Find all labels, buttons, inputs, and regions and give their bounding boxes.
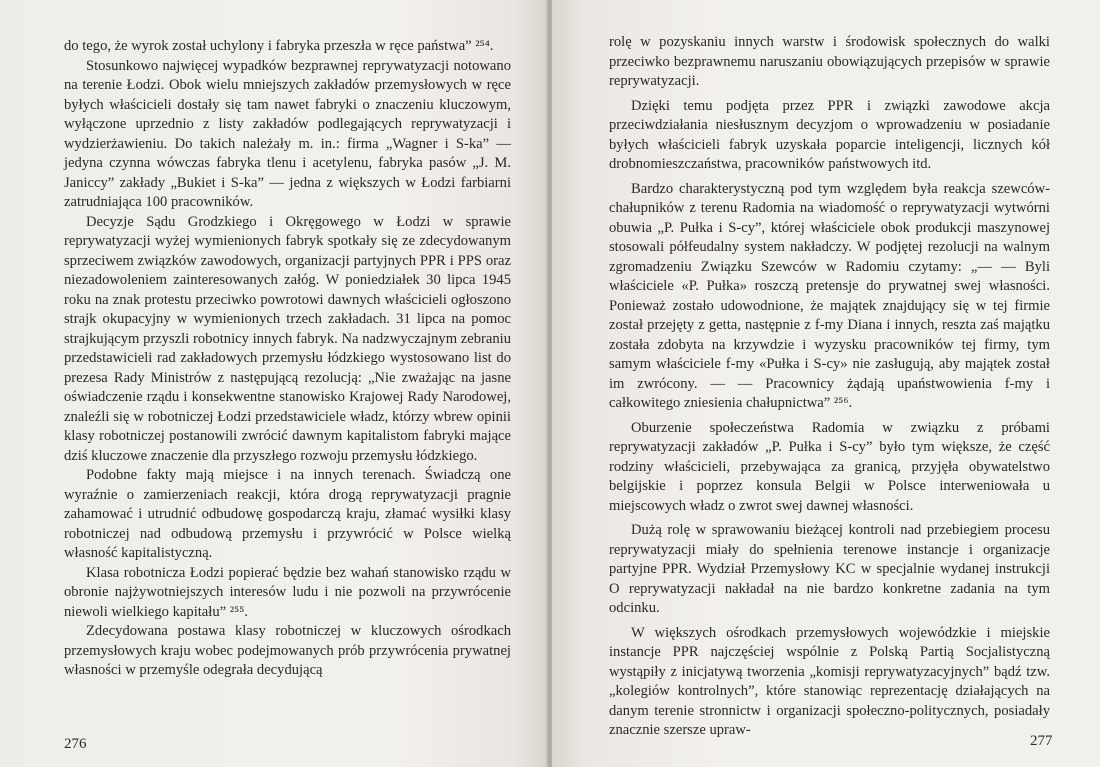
page-number: 276 (64, 736, 87, 752)
paragraph: Oburzenie społeczeństwa Radomia w związku z próbami reprywatyzacji zakładów „P. Pułka i S-cy” było tym większe, że część rodziny właścicieli, przebywająca za granicą, przyjęła obywatelstwo belgijskie i poprzez konsula Belgii w Polsce interweniowała u miejscowych władz o zwrot swej dawnej własności. (609, 419, 1050, 514)
left-page-text (64, 37, 511, 681)
paragraph: Dzięki temu podjęta przez PPR i związki zawodowe akcja przeciwdziałania niesłusznym decyzjom o wprowadzeniu w posiadanie byłych właścicieli fabryk uzyskała poparcie inteligencji, licznych kół drobnomieszczaństwa, pracowników państwowych itd. (609, 97, 1050, 172)
paragraph: Klasa robotnicza Łodzi popierać będzie bez wahań stanowisko rządu w obronie najżywotniejszych interesów ludu i nie pozwoli na przywrócenie niewoli wielkiego kapitału” ²⁵⁵. (64, 564, 511, 620)
paragraph: rolę w pozyskaniu innych warstw i środowisk społecznych do walki przeciwko bezprawnemu naruszaniu obowiązujących przepisów w sprawie reprywatyzacji. (609, 34, 1050, 89)
paragraph: Dużą rolę w sprawowaniu bieżącej kontroli nad przebiegiem procesu reprywatyzacji miały do spełnienia terenowe instancje i organizacje partyjne PPR. Wydział Przemysłowy KC w specjalnie wydanej instrukcji O reprywatyzacji nakładał na nie bardzo konkretne zadania na tym odcinku. (609, 522, 1050, 616)
paragraph: Stosunkowo najwięcej wypadków bezprawnej reprywatyzacji notowano na terenie Łodzi. Obok wielu mniejszych zakładów przemysłowych w ręce byłych właścicieli dostały się tam nawet fabryki o znaczeniu kluczowym, wyłączone uprzednio z listy zakładów podlegających reprywatyzacji i wydzierżawieniu. Do takich należały m. in.: firma „Wagner i S-ka” — jedyna czynna wówczas fabryka tlenu i acetylenu, fabryka pasów „J. M. Janiccy” zakłady „Bukiet i S-ka” — jedna z większych w Łodzi farbiarni zatrudniająca 100 pracowników. (64, 57, 511, 210)
left-page (0, 0, 548, 767)
paragraph: Bardzo charakterystyczną pod tym względem była reakcja szewców-chałupników z terenu Radomia na wiadomość o reprywatyzacji wytwórni obuwia „P. Pułka i S-cy”, której właściciele obok produkcji maszynowej stosowali półfeudalny system nakładczy. W podjętej rezolucji na walnym zgromadzeniu Związku Szewców w Radomiu czytamy: „— — Byli właściciele «P. Pułka» roszczą pretensje do prywatnej swej własności. Ponieważ zostało udowodnione, że majątek znajdujący się w tej firmie został przejęty z getta, następnie z f-my Diana i innych, reszta zaś majątku została zdobyta na krzywdzie i wyzysku pracowników tej firmy, tym samym właściciele f-my «Pułka i S-cy» nie zasługują, aby majątek został im zwrócony. — — Pracownicy żądają upaństwowienia f-my i całkowitego zniesienia chałupnictwa” ²⁵⁶. (609, 180, 1050, 411)
paragraph: Podobne fakty mają miejsce i na innych terenach. Świadczą one wyraźnie o zamierzeniach reakcji, która drogą reprywatyzacji pragnie zahamować i utrudnić odbudowę gospodarczą kraju, złamać wysiłki klasy robotniczej nad odbudową przemysłu i przywrócić w Polsce wielką własność kapitalistyczną. (64, 467, 511, 561)
paragraph: Decyzje Sądu Grodzkiego i Okręgowego w Łodzi w sprawie reprywatyzacji wyżej wymienionych fabryk spotkały się ze zdecydowanym sprzeciwem związków zawodowych, organizacji partyjnych PPR i PPS oraz niezadowoleniem zainteresowanych załóg. W poniedziałek 30 lipca 1945 roku na znak protestu przeciwko powrotowi dawnych właścicieli ogłoszono strajk okupacyjny w wymienionych trzech zakładach. 31 lipca na pomoc strajkującym przyszli robotnicy innych fabryk. Na nadzwyczajnym zebraniu przedstawicieli rad zakładowych przemysłu łódzkiego wystosowano list do prezesa Rady Ministrów z następującą rezolucją: „Nie zważając na jasne oświadczenie rządu i konsekwentne stanowisko Krajowej Rady Narodowej, znaleźli się w robotniczej Łodzi przedstawiciele władz, którzy wbrew opinii klasy robotniczej postanowili zwrócić dawnym kapitalistom fabryki mające dziś kluczowe znaczenie dla przyszłego rozwoju przemysłu łódzkiego. (64, 213, 511, 464)
paragraph: W większych ośrodkach przemysłowych wojewódzkie i miejskie instancje PPR najczęściej wspólnie z Polską Partią Socjalistyczną wystąpiły z inicjatywą tworzenia „komisji reprywatyzacyjnych” bądź tzw. „kolegiów kontrolnych”, które stanowiąc reprezentację działających na danym terenie stronnictw i organizacji społeczno-politycznych, posiadały znacznie szersze upraw- (609, 624, 1050, 738)
page-number: 277 (1030, 733, 1053, 749)
right-page-text (609, 33, 1050, 741)
paragraph: Zdecydowana postawa klasy robotniczej w kluczowych ośrodkach przemysłowych kraju wobec podejmowanych prób przywrócenia prywatnej własności w przemyśle odegrała decydującą (64, 623, 511, 678)
right-page (552, 0, 1100, 767)
paragraph: do tego, że wyrok został uchylony i fabryka przeszła w ręce państwa” ²⁵⁴. (64, 38, 494, 54)
